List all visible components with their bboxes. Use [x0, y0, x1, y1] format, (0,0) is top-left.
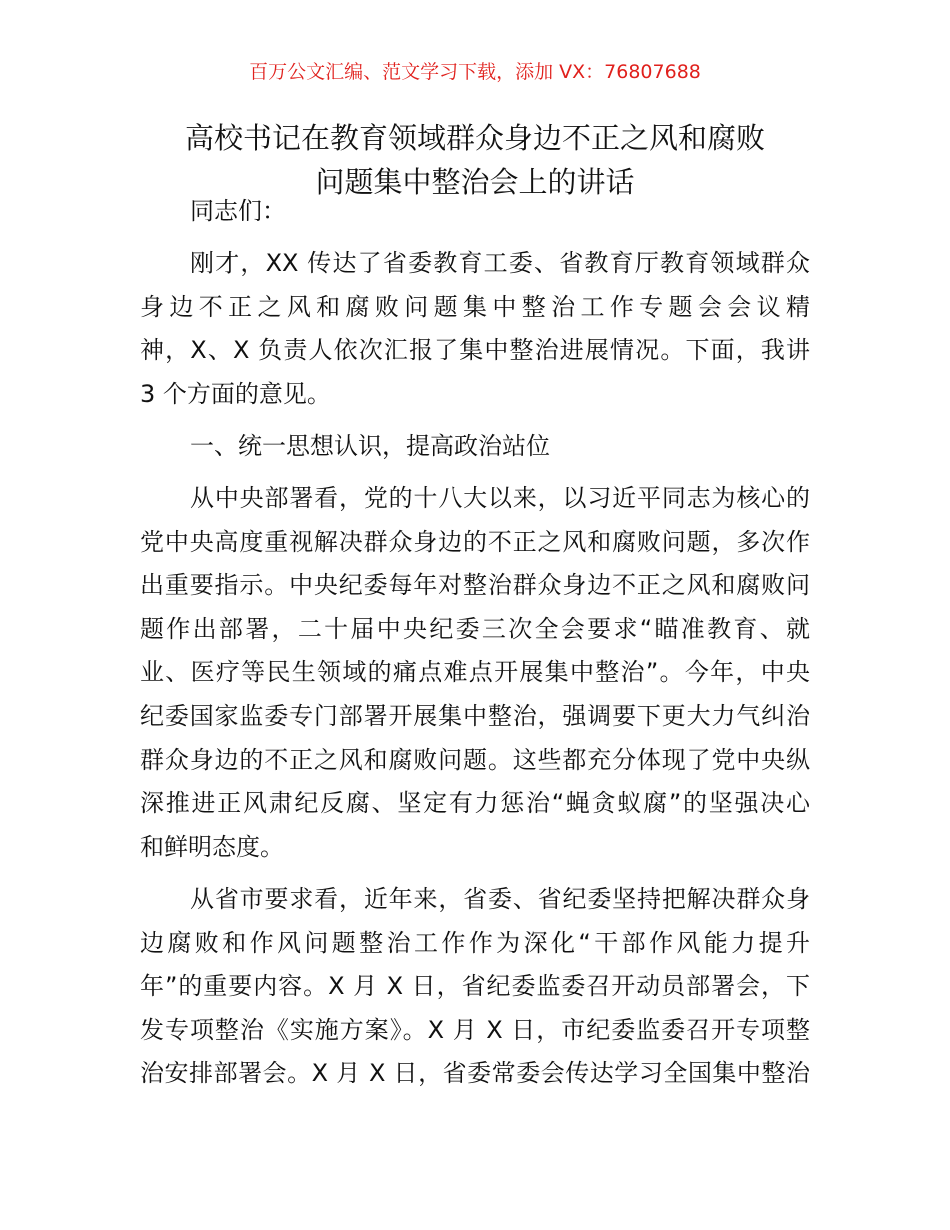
salutation [140, 190, 810, 234]
paragraph [140, 242, 810, 416]
text-line: 业、医疗等民生领域的痛点难点开展集中整治”。今年，中央 [140, 658, 810, 687]
text-line: 发专项整治《实施方案》。X 月 X 日，市纪委监委召开专项整 [140, 1015, 810, 1044]
text-line: 边腐败和作风问题整治工作作为深化“干部作风能力提升 [140, 928, 810, 957]
document-body [140, 190, 810, 1104]
text-line: 治安排部署会。X 月 X 日，省委常委会传达学习全国集中整治 [140, 1059, 810, 1088]
text-line: 刚才，XX 传达了省委教育工委、省教育厅教育领域群众 [190, 249, 810, 278]
text-line: 群众身边的不正之风和腐败问题。这些都充分体现了党中央纵 [140, 745, 810, 774]
text-line: 出重要指示。中央纪委每年对整治群众身边不正之风和腐败问 [140, 571, 810, 600]
text-line: 一、统一思想认识，提高政治站位 [190, 431, 550, 460]
title-line-1: 高校书记在教育领域群众身边不正之风和腐败 [184, 121, 765, 155]
text-line: 纪委国家监委专门部署开展集中整治，强调要下更大力气纠治 [140, 702, 810, 731]
paragraph [140, 878, 810, 1096]
text-line: 题作出部署，二十届中央纪委三次全会要求“瞄准教育、就 [140, 614, 810, 643]
text-line: 深推进正风肃纪反腐、坚定有力惩治“蝇贪蚁腐”的坚强决心 [140, 789, 810, 818]
text-line: 神，X、X 负责人依次汇报了集中整治进展情况。下面，我讲 [140, 336, 810, 365]
title-line-2: 问题集中整治会上的讲话 [315, 165, 635, 199]
text-line: 党中央高度重视解决群众身边的不正之风和腐败问题，多次作 [140, 527, 810, 556]
watermark-banner: 百万公文汇编、范文学习下载，添加 VX：76807688 [249, 61, 701, 83]
text-line: 同志们： [190, 197, 286, 225]
text-line: 年”的重要内容。X 月 X 日，省纪委监委召开动员部署会，下 [140, 972, 810, 1001]
text-line: 从省市要求看，近年来，省委、省纪委坚持把解决群众身 [190, 884, 810, 913]
paragraph [140, 477, 810, 869]
text-line: 和鲜明态度。 [140, 832, 284, 861]
text-line: 从中央部署看，党的十八大以来，以习近平同志为核心的 [190, 484, 810, 513]
section-heading [140, 425, 810, 469]
text-line: 身边不正之风和腐败问题集中整治工作专题会会议精 [140, 292, 810, 321]
text-line: 3 个方面的意见。 [140, 379, 331, 408]
